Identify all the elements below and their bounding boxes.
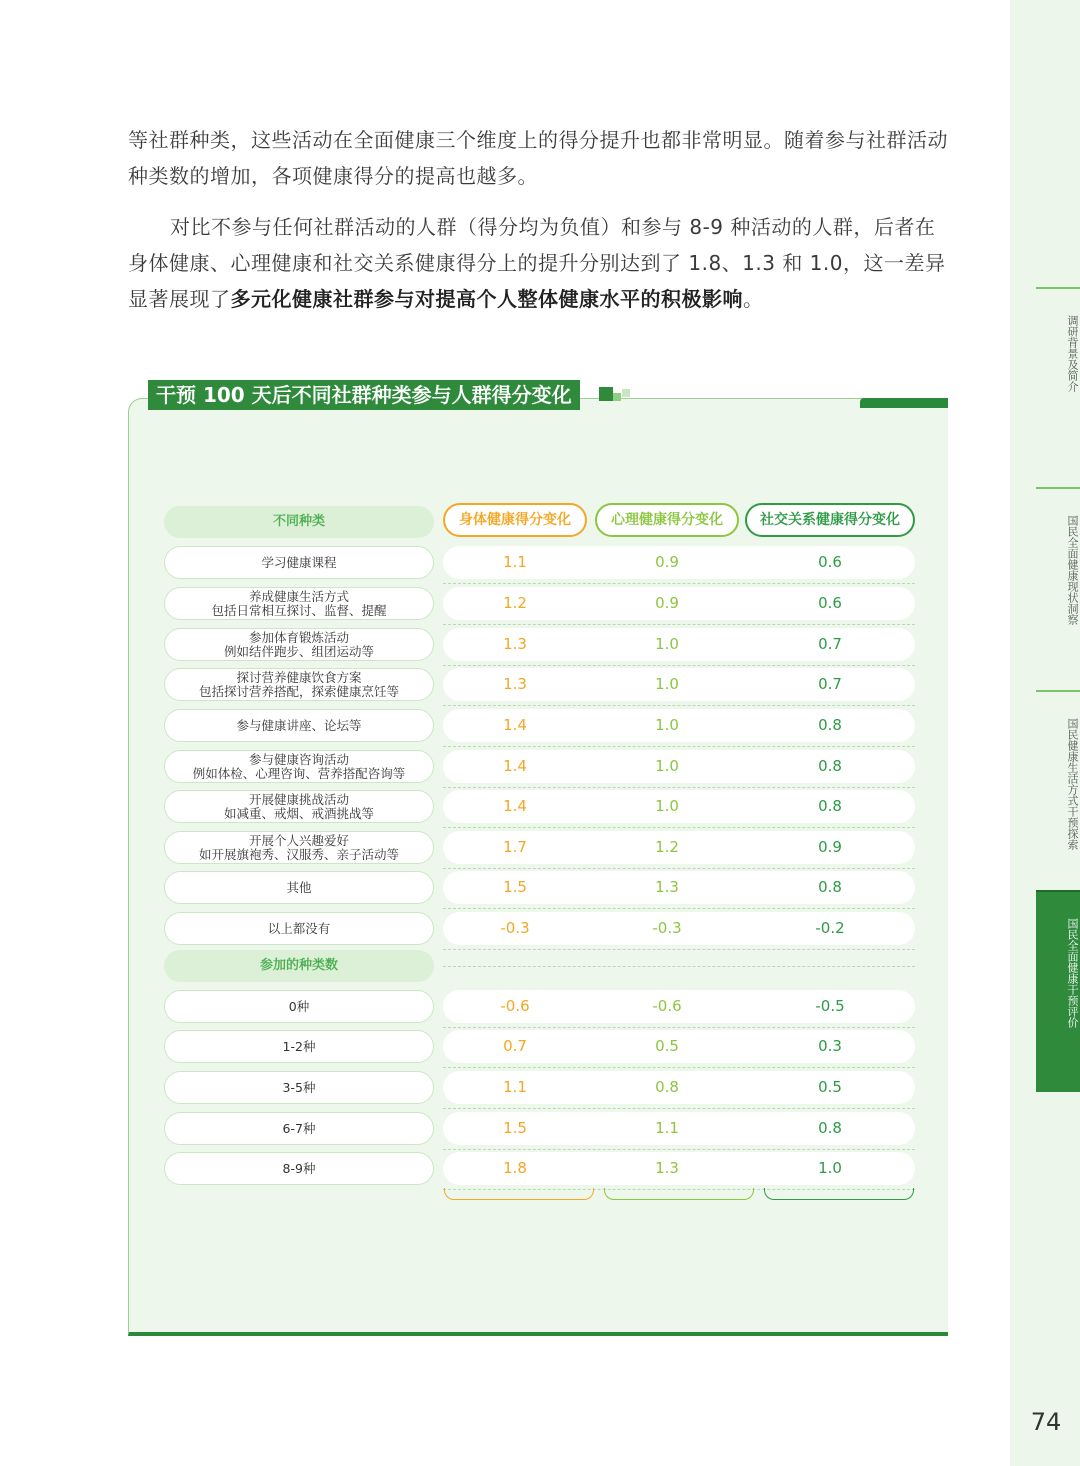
row-divider <box>443 1108 915 1109</box>
row-values <box>443 668 915 701</box>
value-social: 0.6 <box>818 553 842 571</box>
value-physical: 0.7 <box>503 1037 527 1055</box>
row-divider <box>443 1149 915 1150</box>
row-label <box>164 1152 434 1185</box>
row-label-line2: 包括探讨营养搭配，探索健康烹饪等 <box>198 683 399 699</box>
row-label-line1: 3-5种 <box>282 1079 316 1095</box>
row-label-line1: 养成健康生活方式 <box>248 588 349 604</box>
body-paragraph-1: 等社群种类，这些活动在全面健康三个维度上的得分提升也都非常明显。随着参与社群活动种类数的增加，各项健康得分的提高也越多。 <box>128 128 948 188</box>
row-values <box>443 628 915 661</box>
row-values <box>443 990 915 1023</box>
row-label-line1: 参加体育锻炼活动 <box>248 629 349 645</box>
row-label <box>164 990 434 1023</box>
row-values <box>443 831 915 864</box>
row-label <box>164 709 434 742</box>
value-physical: 1.4 <box>503 716 527 734</box>
column-header-mental: 心理健康得分变化 <box>595 503 739 537</box>
value-mental: 0.8 <box>655 1078 679 1096</box>
value-social: 0.9 <box>818 838 842 856</box>
value-mental: 1.0 <box>655 675 679 693</box>
row-values <box>443 587 915 620</box>
section-divider <box>443 966 915 967</box>
value-social: 0.7 <box>818 635 842 653</box>
value-physical: 1.1 <box>503 553 527 571</box>
value-social: 1.0 <box>818 1159 842 1177</box>
row-label-line1: 其他 <box>286 879 312 895</box>
side-tab-background[interactable] <box>1036 287 1080 487</box>
value-mental: 1.0 <box>655 716 679 734</box>
value-mental: 1.3 <box>655 878 679 896</box>
panel-title: 干预 100 天后不同社群种类参与人群得分变化 <box>148 380 580 410</box>
row-label <box>164 1112 434 1145</box>
side-tab-label: 调研背景及简介 <box>1066 315 1079 392</box>
row-label <box>164 628 434 661</box>
row-label <box>164 912 434 945</box>
row-label <box>164 790 434 823</box>
value-social: 0.8 <box>818 797 842 815</box>
row-divider <box>443 705 915 706</box>
row-divider <box>443 787 915 788</box>
row-label <box>164 668 434 701</box>
value-physical: 1.5 <box>503 878 527 896</box>
row-label-line1: 参与健康咨询活动 <box>248 751 349 767</box>
side-tab-evaluation-active[interactable] <box>1036 890 1080 1092</box>
row-divider <box>443 1027 915 1028</box>
row-divider <box>443 665 915 666</box>
row-label-line2: 如开展旗袍秀、汉服秀、亲子活动等 <box>198 846 399 862</box>
row-label-line1: 6-7种 <box>282 1120 316 1136</box>
value-mental: 1.1 <box>655 1119 679 1137</box>
row-divider <box>443 827 915 828</box>
value-social: 0.3 <box>818 1037 842 1055</box>
row-values <box>443 871 915 904</box>
row-label-line1: 以上都没有 <box>267 920 331 936</box>
section-header-count: 参加的种类数 <box>164 950 434 982</box>
decor-square-icon <box>599 387 613 401</box>
value-physical: 1.3 <box>503 635 527 653</box>
value-mental: 0.9 <box>655 594 679 612</box>
section-header-categories: 不同种类 <box>164 506 434 538</box>
row-divider <box>443 583 915 584</box>
value-mental: 0.9 <box>655 553 679 571</box>
row-label-line1: 0种 <box>288 998 310 1014</box>
column-bracket-mental <box>604 1188 754 1200</box>
row-label <box>164 1030 434 1063</box>
row-divider <box>443 908 915 909</box>
value-physical: 1.4 <box>503 757 527 775</box>
panel-accent-bar <box>860 398 948 408</box>
value-physical: 1.8 <box>503 1159 527 1177</box>
row-values <box>443 1112 915 1145</box>
value-physical: 1.3 <box>503 675 527 693</box>
value-mental: 1.2 <box>655 838 679 856</box>
row-values <box>443 1071 915 1104</box>
value-mental: 0.5 <box>655 1037 679 1055</box>
row-label-line1: 探讨营养健康饮食方案 <box>236 669 362 685</box>
value-social: 0.8 <box>818 1119 842 1137</box>
side-tab-label: 国民健康生活方式干预探索 <box>1066 718 1079 850</box>
row-label <box>164 871 434 904</box>
row-values <box>443 912 915 945</box>
value-social: 0.8 <box>818 716 842 734</box>
row-label <box>164 546 434 579</box>
value-physical: 1.2 <box>503 594 527 612</box>
row-values <box>443 1152 915 1185</box>
page-number: 74 <box>1030 1408 1062 1436</box>
row-label <box>164 1071 434 1104</box>
row-label <box>164 587 434 620</box>
value-physical: -0.3 <box>500 919 530 937</box>
row-label-line1: 开展个人兴趣爱好 <box>248 832 349 848</box>
value-physical: 1.5 <box>503 1119 527 1137</box>
paragraph-end: 。 <box>743 287 764 311</box>
row-label-line2: 例如结伴跑步、组团运动等 <box>223 643 374 659</box>
body-paragraph-2 <box>128 209 954 317</box>
row-values <box>443 790 915 823</box>
value-social: -0.5 <box>815 997 845 1015</box>
row-label-line1: 8-9种 <box>282 1160 316 1176</box>
value-mental: 1.3 <box>655 1159 679 1177</box>
value-social: 0.8 <box>818 757 842 775</box>
row-label <box>164 750 434 783</box>
row-divider <box>443 746 915 747</box>
value-mental: 1.0 <box>655 797 679 815</box>
row-label-line1: 参与健康讲座、论坛等 <box>236 717 362 733</box>
paragraph-bold-text: 多元化健康社群参与对提高个人整体健康水平的积极影响 <box>230 287 743 311</box>
row-values <box>443 1030 915 1063</box>
row-label-line1: 学习健康课程 <box>261 554 337 570</box>
row-label-line2: 例如体检、心理咨询、营养搭配咨询等 <box>192 765 406 781</box>
value-physical: -0.6 <box>500 997 530 1015</box>
value-mental: -0.6 <box>652 997 682 1015</box>
value-social: 0.6 <box>818 594 842 612</box>
value-mental: 1.0 <box>655 635 679 653</box>
row-divider <box>443 868 915 869</box>
value-social: -0.2 <box>815 919 845 937</box>
column-bracket-physical <box>444 1188 594 1200</box>
row-values <box>443 709 915 742</box>
value-physical: 1.7 <box>503 838 527 856</box>
value-mental: 1.0 <box>655 757 679 775</box>
row-label-line1: 开展健康挑战活动 <box>248 791 349 807</box>
side-tab-status[interactable] <box>1036 487 1080 687</box>
value-mental: -0.3 <box>652 919 682 937</box>
row-label-line2: 如减重、戒烟、戒酒挑战等 <box>223 805 374 821</box>
column-header-physical: 身体健康得分变化 <box>443 503 587 537</box>
value-social: 0.5 <box>818 1078 842 1096</box>
value-physical: 1.1 <box>503 1078 527 1096</box>
value-social: 0.7 <box>818 675 842 693</box>
value-physical: 1.4 <box>503 797 527 815</box>
row-label-line2: 包括日常相互探讨、监督、提醒 <box>211 602 387 618</box>
side-tab-lifestyle[interactable] <box>1036 690 1080 890</box>
row-divider <box>443 949 915 950</box>
paragraph-text: 对比不参与任何社群活动的人群（得分均为负值）和参与 8-9 种活动的人群，后者在身体健康、心理健康和社交关系健康得分上的提升分别达到了 1.8、1.3 和 1.0，这一差异显著展现了 <box>128 215 946 311</box>
decor-square-icon <box>622 389 630 397</box>
value-social: 0.8 <box>818 878 842 896</box>
row-divider <box>443 1067 915 1068</box>
row-divider <box>443 624 915 625</box>
side-tab-label: 国民全面健康干预评价 <box>1066 918 1079 1028</box>
column-bracket-social <box>764 1188 914 1200</box>
row-values <box>443 546 915 579</box>
row-label <box>164 831 434 864</box>
side-tab-label: 国民全面健康现状洞察 <box>1066 515 1079 625</box>
row-values <box>443 750 915 783</box>
decor-square-icon <box>613 393 621 401</box>
row-label-line1: 1-2种 <box>282 1038 316 1054</box>
column-header-social: 社交关系健康得分变化 <box>745 503 915 537</box>
